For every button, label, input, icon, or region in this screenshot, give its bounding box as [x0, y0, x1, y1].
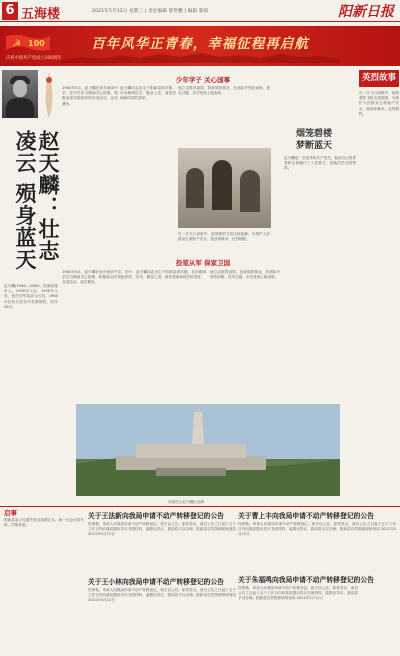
- notice-body-4: 经审核，申请人向我局申请不动产转移登记，现予以公告。如有异议，请自公告之日起十五个工作日内向我局提出异议书面材料，逾期无异议，我局将予以办理。阳新县自然资源和规划局 2021年5月12日: [238, 522, 396, 537]
- monument-photo: [76, 404, 340, 496]
- issue-meta: 2021年5月12日 星期三 | 责任编辑 黎世鹏 | 编辑 黎锦: [92, 9, 209, 14]
- notice-body-1: 经审核，申请人向我局申请不动产转移登记，现予以公告。如有异议，请自公告之日起十五个工作日内向我局提出异议书面材料，逾期无异议，我局将予以办理。阳新县自然资源和规划局 2021年5月12日: [88, 522, 236, 537]
- main-headline: 赵天麟：壮志凌云 殒身蓝天: [13, 130, 61, 271]
- article-column-1: 1960年5月，赵天麟在家乡就读中学，在中学学习期间关心国事，积极参加学校组织的各项活动，品学兼优。: [62, 86, 118, 106]
- subsection-title-line2: 梦断蓝天: [295, 141, 332, 151]
- right-column-text: 在一次飞行训练中，他驾驶的飞机出现故障，为保护人民群众生命财产安全，他放弃跳伞，壮烈牺牲。: [359, 91, 399, 116]
- party-flag-icon: [6, 33, 50, 53]
- section-title-youth: 少年学子 关心国事: [175, 76, 231, 84]
- banner-subtitle: 庆祝中国共产党成立100周年: [6, 56, 62, 61]
- great-wall-icon: [60, 51, 340, 63]
- article-column-2: 赵天麟同志出生于阳新县排市镇，自幼聪明好学，勤奋上进，深受老师和同学的喜爱。: [120, 86, 176, 101]
- section-title-army: 投笔从军 保家卫国: [175, 259, 231, 267]
- ad-text: 阳新县某公司遗失营业执照正本，统一社会信用代码，声明作废。: [4, 518, 84, 528]
- hero-portrait: [2, 70, 38, 118]
- page-header: [0, 0, 400, 22]
- article-column-6: 赵天麟同志出生于阳新县排市镇，自幼聪明好学，勤奋上进，深受老师和同学的喜爱。: [136, 270, 206, 280]
- notice-body-2: 经审核，申请人向我局申请不动产转移登记，现予以公告。如有异议，请自公告之日起十五个工作日内向我局提出异议书面材料，逾期无异议，我局将予以办理。阳新县自然资源和规划局 2021年5月12日: [238, 586, 358, 601]
- ad-title: 启事: [4, 509, 17, 517]
- right-column: [359, 70, 399, 580]
- notice-body-3: 经审核，申请人向我局申请不动产转移登记，现予以公告。如有异议，请自公告之日起十五个工作日内向我局提出异议书面材料，逾期无异议，我局将予以办理。阳新县自然资源和规划局 2021年5月12日: [88, 588, 236, 603]
- article-column-7: 他立志报效祖国，投身国防事业，在部队中刻苦训练，技术过硬，多次受到上级表彰。: [210, 270, 280, 280]
- banner-title: 百年风华正青春，幸福征程再启航: [91, 36, 309, 52]
- photo-caption: 英雄烈士赵天麟纪念碑: [168, 500, 204, 504]
- subsection-title-line1: 烟笼碧楼: [295, 129, 332, 139]
- article-column-3: 他立志报效祖国，投身国防事业，在部队中刻苦训练，技术过硬，多次受到上级表彰。: [178, 86, 270, 96]
- right-article: 赵天麟是一名优秀的共产党员，他用自己的青春和生命践行了入党誓言，是我们学习的榜样。: [284, 156, 356, 171]
- hero-bio: 赵天麟(1936—1964)，阳新县排市人。1956年入伍，1958年入党，曾任空军某部飞行员。1964年在执行任务中英勇牺牲，时年28岁。: [4, 284, 58, 309]
- masthead: 阳新日报: [338, 4, 394, 20]
- section-name: 五海楼: [21, 7, 61, 22]
- notice-title-3: 关于王小林向我局申请不动产转移登记的公告: [88, 578, 224, 586]
- svg-text:☭: ☭: [12, 39, 21, 50]
- wheat-ornament-icon: [40, 70, 58, 118]
- historical-photo: [178, 148, 271, 228]
- anniversary-banner: [0, 26, 400, 66]
- article-column-4: 在一次飞行训练中，他驾驶的飞机出现故障，为保护人民群众生命财产安全，他放弃跳伞，壮烈牺牲。: [178, 232, 270, 242]
- column-tag: 英烈故事: [359, 70, 399, 87]
- article-column-5: 1960年5月，赵天麟在家乡就读中学，在中学学习期间关心国事，积极参加学校组织的各项活动，品学兼优。: [62, 270, 132, 285]
- notice-title-2: 关于朱福鸣向我局申请不动产转移登记的公告: [238, 576, 374, 584]
- notice-title-4: 关于曹上丰向我局申请不动产转移登记的公告: [238, 512, 374, 520]
- svg-text:100: 100: [28, 39, 45, 48]
- notice-title-1: 关于王法新向我局申请不动产转移登记的公告: [88, 512, 224, 520]
- page-number: 6: [2, 2, 18, 20]
- divider: [0, 506, 400, 507]
- subsection-title: [270, 128, 358, 152]
